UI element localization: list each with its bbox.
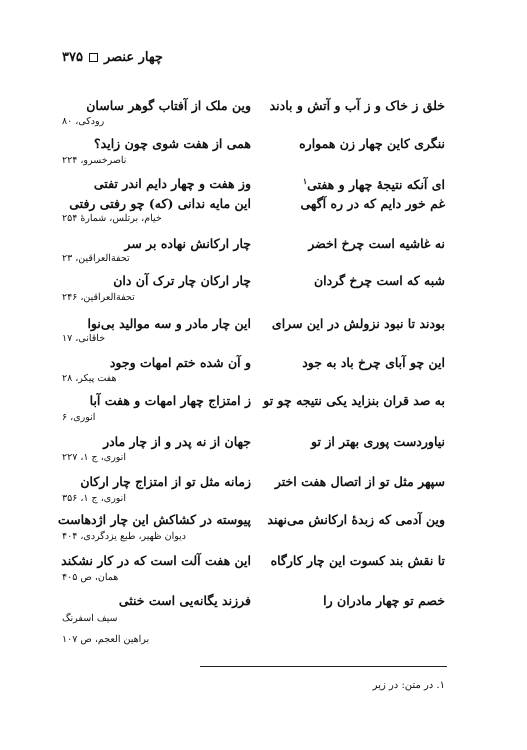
verse-hemistich-right: نه غاشیه است چرخ اخضر [308, 236, 445, 251]
verse-hemistich-right: بودند تا نبود نزولش در این سرای [271, 316, 445, 331]
footnote: ۱. در متن: در زیر [372, 680, 445, 691]
source-citation: انوری، ج ۱، ۳۵۶ [62, 493, 126, 504]
footnote-divider [200, 666, 447, 667]
verse-hemistich-left: این هفت آلت است که در کار نشکند [61, 553, 251, 568]
verse-hemistich-right: به صد قران بنزاید یکی نتیجه چو تو [263, 393, 445, 408]
source-citation: دیوان ظهیر، طبع یزدگردی، ۴۰۴ [62, 531, 187, 542]
verse-hemistich-right: خلق ز خاک و ز آب و آتش و بادند [269, 98, 445, 113]
source-citation: خاقانی، ۱۷ [62, 333, 106, 344]
source-citation: تحفة‌العراقین، ۲۳ [62, 253, 130, 264]
source-citation: انوری، ۶ [62, 412, 96, 423]
source-citation: هفت پیکر، ۲۸ [62, 373, 117, 384]
source-citation: ناصرخسرو، ۲۲۴ [62, 155, 127, 166]
verse-hemistich-left: چار ارکان چار ترک آن دان [113, 273, 251, 288]
verse-hemistich-left: فرزند یگانه‌یی است خنثی [118, 593, 251, 608]
verse-hemistich-left: پیوسته در کشاکش این چار اژدهاست [57, 512, 251, 527]
verse-hemistich-right: شبه که است چرخ گردان [314, 273, 445, 288]
source-citation: رودکی، ۸۰ [62, 116, 105, 127]
verse-hemistich-left: جهان از نه پدر و از چار مادر [103, 434, 251, 449]
footnote-marker: ۱ [302, 176, 308, 186]
verse-hemistich-left: این چار مادر و سه موالید بی‌نوا [87, 316, 251, 331]
verse-hemistich-right: خصم تو چهار مادران را [323, 593, 445, 608]
verse-hemistich-right: سپهر مثل تو از اتصال هفت اختر [274, 474, 445, 489]
verse-hemistich-left: و آن شده ختم امهات وجود [109, 355, 251, 370]
page-number: ۳۷۵ [62, 50, 83, 65]
verse-hemistich-right: ننگری کاین چهار زن همواره [299, 136, 445, 151]
source-citation: براهین العجم، ص ۱۰۷ [62, 634, 150, 645]
verse-hemistich-left: این مایه ندانی (که) چو رفتی رفتی [69, 196, 251, 211]
square-ornament-icon [89, 53, 98, 62]
verse-hemistich-right: تا نقش بند کسوت این چار کارگاه [270, 553, 445, 568]
source-citation: انوری، ج ۱، ۲۲۷ [62, 452, 126, 463]
verse-hemistich-left: همی از هفت شوی چون زاید؟ [94, 136, 251, 151]
verse-hemistich-left: وین ملک از آفتاب گوهر ساسان [86, 98, 251, 113]
verse-hemistich-right: نیاوردست پوری بهتر از تو [311, 434, 445, 449]
source-citation: خیام، برتلس، شمارهٔ ۲۵۴ [62, 213, 162, 224]
page-header [62, 50, 163, 65]
verse-hemistich-right: ای آنکه نتیجهٔ چهار و هفتی$^۱$ [302, 176, 445, 193]
source-citation: تحفة‌العراقین، ۲۴۶ [62, 292, 135, 303]
source-citation: سیف اسفرنگ [62, 613, 118, 624]
verse-hemistich-right: این چو آبای چرخ باد به جود [302, 355, 445, 370]
verse-hemistich-right: غم خور دایم که در ره آگهی [300, 196, 445, 211]
running-title: چهار عنصر [103, 50, 163, 65]
verse-hemistich-right: وین آدمی که زبدهٔ ارکانش می‌نهند [267, 512, 445, 527]
source-citation: همان، ص ۴۰۵ [62, 572, 119, 583]
verse-hemistich-left: زمانه مثل تو از امتزاج چار ارکان [80, 474, 251, 489]
verse-hemistich-left: ز امتزاج چهار امهات و هفت آبا [89, 393, 251, 408]
verse-hemistich-left: وز هفت و چهار دایم اندر تفتی [93, 176, 251, 191]
verse-hemistich-left: چار ارکانش نهاده بر سر [124, 236, 251, 251]
